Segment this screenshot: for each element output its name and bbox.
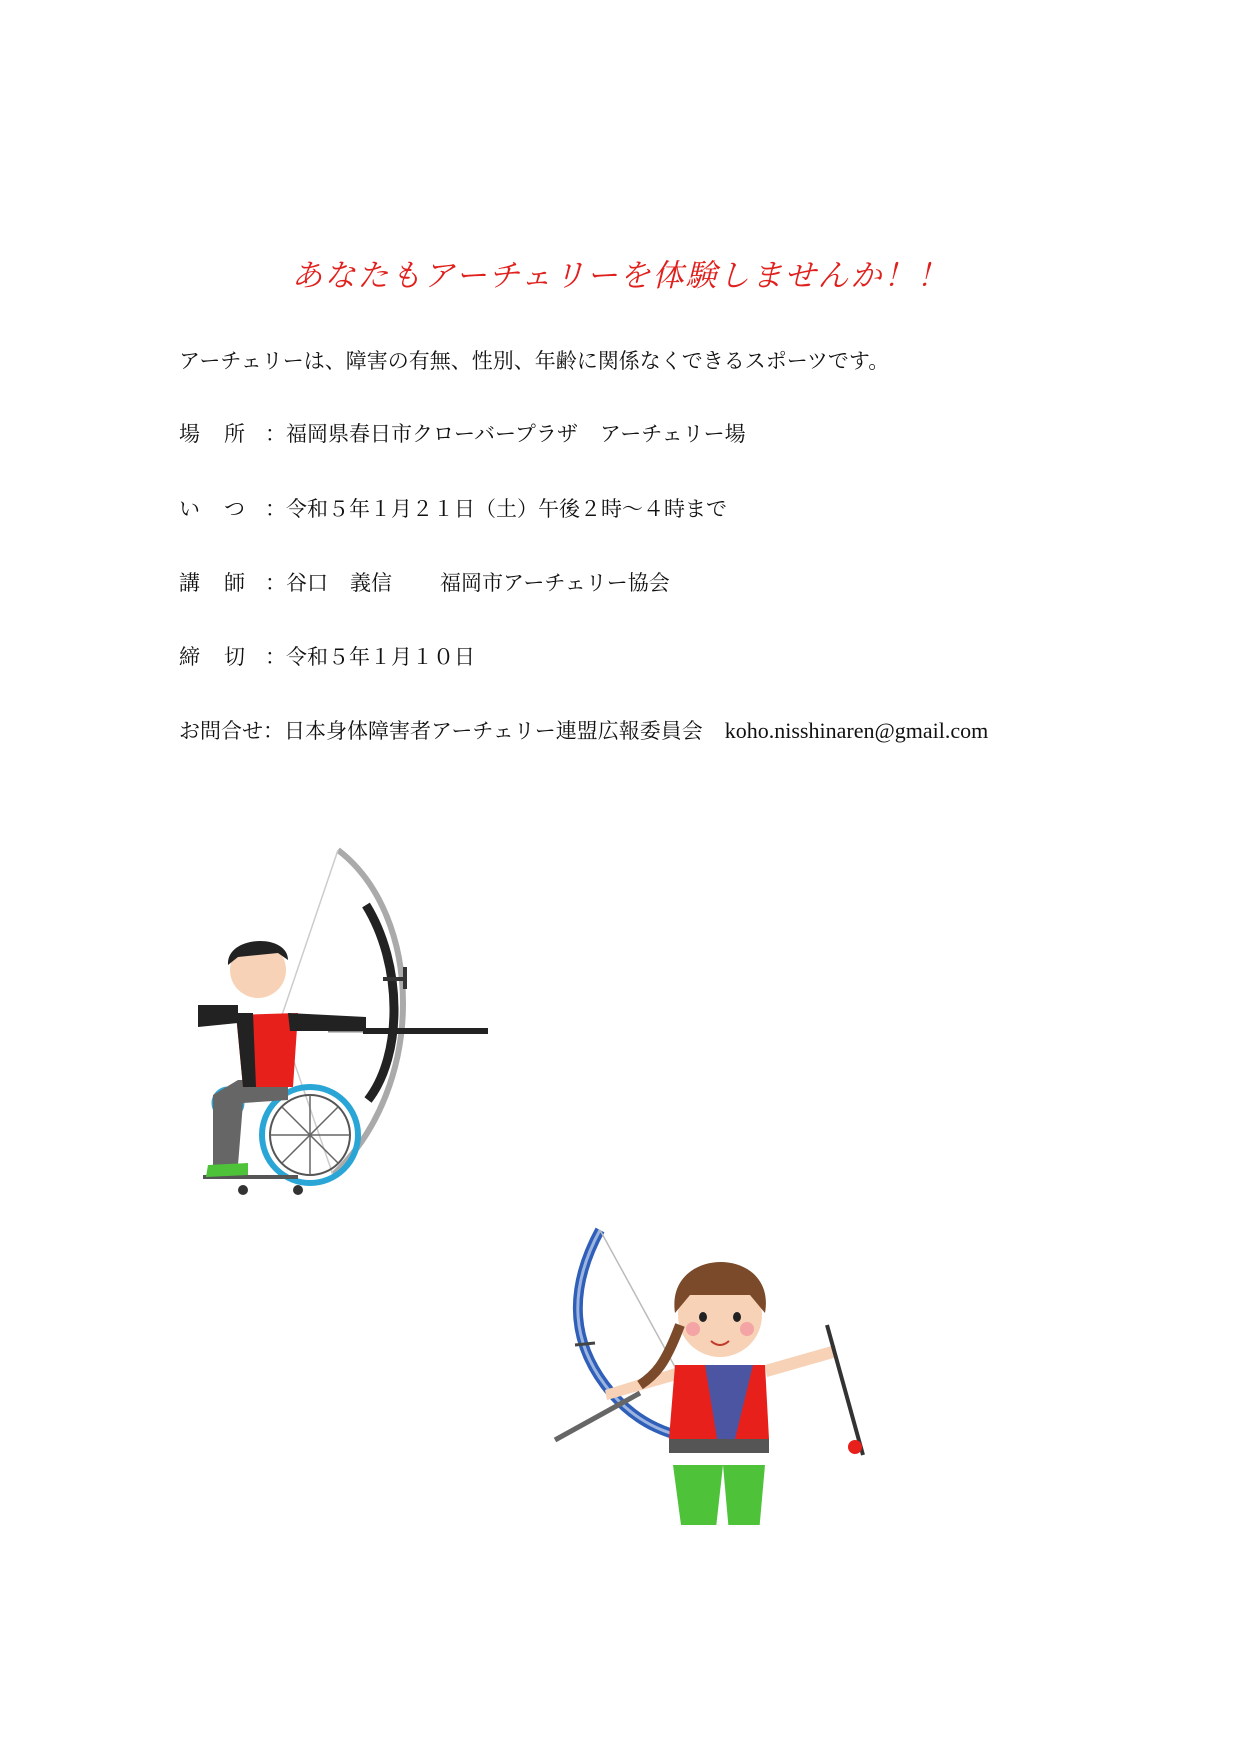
deadline-row <box>179 641 475 671</box>
instructor-label: 講 師 <box>179 571 245 595</box>
place-row <box>179 418 746 448</box>
deadline-colon: ： <box>265 645 286 669</box>
instructor-colon: ： <box>265 571 286 595</box>
when-label: い つ <box>179 497 245 521</box>
instructor-given-name: 義信 <box>350 571 392 595</box>
place-label: 場 所 <box>179 422 245 446</box>
deadline-label: 締 切 <box>179 645 245 669</box>
place-colon: ： <box>265 422 286 446</box>
instructor-org: 福岡市アーチェリー協会 <box>440 571 670 595</box>
place-value: 福岡県春日市クローバープラザ <box>286 422 578 446</box>
girl-archer-illustration <box>545 1225 965 1525</box>
contact-colon: ： <box>263 719 284 743</box>
wheelchair-archer-illustration <box>198 845 498 1205</box>
deadline-value: 令和５年１月１０日 <box>286 645 475 669</box>
flyer-title: あなたもアーチェリーを体験しませんか！！ <box>291 258 950 294</box>
contact-org: 日本身体障害者アーチェリー連盟広報委員会 <box>284 719 703 743</box>
intro-text: アーチェリーは、障害の有無、性別、年齢に関係なくできるスポーツです。 <box>179 349 890 373</box>
contact-row <box>179 715 988 745</box>
when-value: 令和５年１月２１日（土）午後２時～４時まで <box>286 497 727 521</box>
when-row <box>179 493 727 523</box>
instructor-surname: 谷口 <box>286 571 328 595</box>
contact-label: お問合せ <box>179 719 263 743</box>
place-value-venue: アーチェリー場 <box>599 422 746 446</box>
instructor-row <box>179 567 670 597</box>
contact-email: koho.nisshinaren@gmail.com <box>724 718 989 743</box>
when-colon: ： <box>265 497 286 521</box>
